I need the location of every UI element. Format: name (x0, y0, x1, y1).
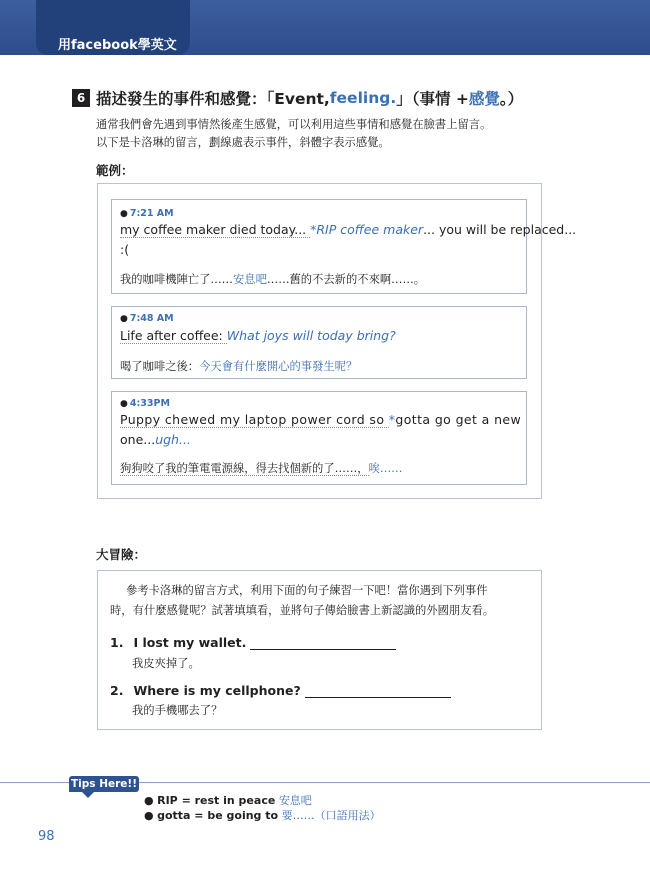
book-title: 用facebook學英文 (58, 38, 177, 53)
title-part-1: 描述發生的事件和感覺：「Event, (96, 90, 330, 108)
title-feeling: feeling. (329, 89, 397, 107)
intro-line-2: 以下是卡洛琳的留言，劃線處表示事件，斜體字表示感覺。 (96, 136, 390, 149)
tips-badge: Tips Here!! (69, 776, 139, 792)
tip-item: ● RIP = rest in peace 安息吧 (144, 794, 312, 807)
post-time: ● 7:21 AM (120, 208, 174, 219)
post-translation: 我的咖啡機陣亡了……安息吧……舊的不去新的不來啊……。 (120, 273, 426, 286)
adventure-text-line-1: 參考卡洛琳的留言方式，利用下面的句子練習一下吧！當你遇到下列事件 (126, 584, 488, 597)
post-text: Life after coffee: What joys will today bring? (120, 328, 396, 343)
answer-blank[interactable] (250, 637, 396, 650)
tip-item: ● gotta = be going to 要……（口語用法） (144, 809, 381, 822)
question-2-translation: 我的手機哪去了？ (132, 704, 223, 717)
question-1: 1. I lost my wallet. (110, 635, 396, 650)
post-time: ● 7:48 AM (120, 313, 174, 324)
post-card (111, 199, 577, 294)
question-1-translation: 我皮夾掉了。 (132, 657, 200, 670)
section-title (72, 86, 523, 110)
post-text: my coffee maker died today... *RIP coffee maker... you will be replaced... (120, 222, 577, 237)
adventure-label: 大冒險： (96, 547, 147, 562)
post-card (111, 306, 527, 379)
adventure-frame (97, 570, 542, 730)
post-card (111, 391, 527, 485)
post-text-line-2: :( (120, 242, 130, 257)
question-2: 2. Where is my cellphone? (110, 683, 451, 698)
title-part-3: 。） (499, 90, 524, 108)
post-text: Puppy chewed my laptop power cord so *gotta go get a new (120, 412, 522, 427)
post-translation: 狗狗咬了我的筆電電源線，得去找個新的了……，唉…… (120, 462, 403, 475)
example-label: 範例： (96, 163, 134, 178)
post-text-line-2: one...ugh... (120, 432, 191, 447)
title-part-2: 」（事情 + (396, 90, 469, 108)
post-time: ● 4:33PM (120, 398, 170, 409)
header-bar (0, 0, 650, 55)
title-ganjue: 感覺 (468, 90, 500, 108)
section-number: 6 (72, 89, 90, 107)
intro-line-1: 通常我們會先遇到事情然後產生感覺，可以利用這些事情和感覺在臉書上留言。 (96, 118, 492, 131)
page-number: 98 (38, 829, 55, 844)
adventure-text-line-2: 時，有什麼感覺呢？試著填填看，並將句子傳給臉書上新認識的外國朋友看。 (110, 604, 495, 617)
post-translation: 喝了咖啡之後：今天會有什麼開心的事發生呢？ (120, 360, 358, 373)
answer-blank[interactable] (305, 685, 451, 698)
book-title-tab (36, 0, 190, 55)
tips-badge-tail (82, 792, 94, 798)
